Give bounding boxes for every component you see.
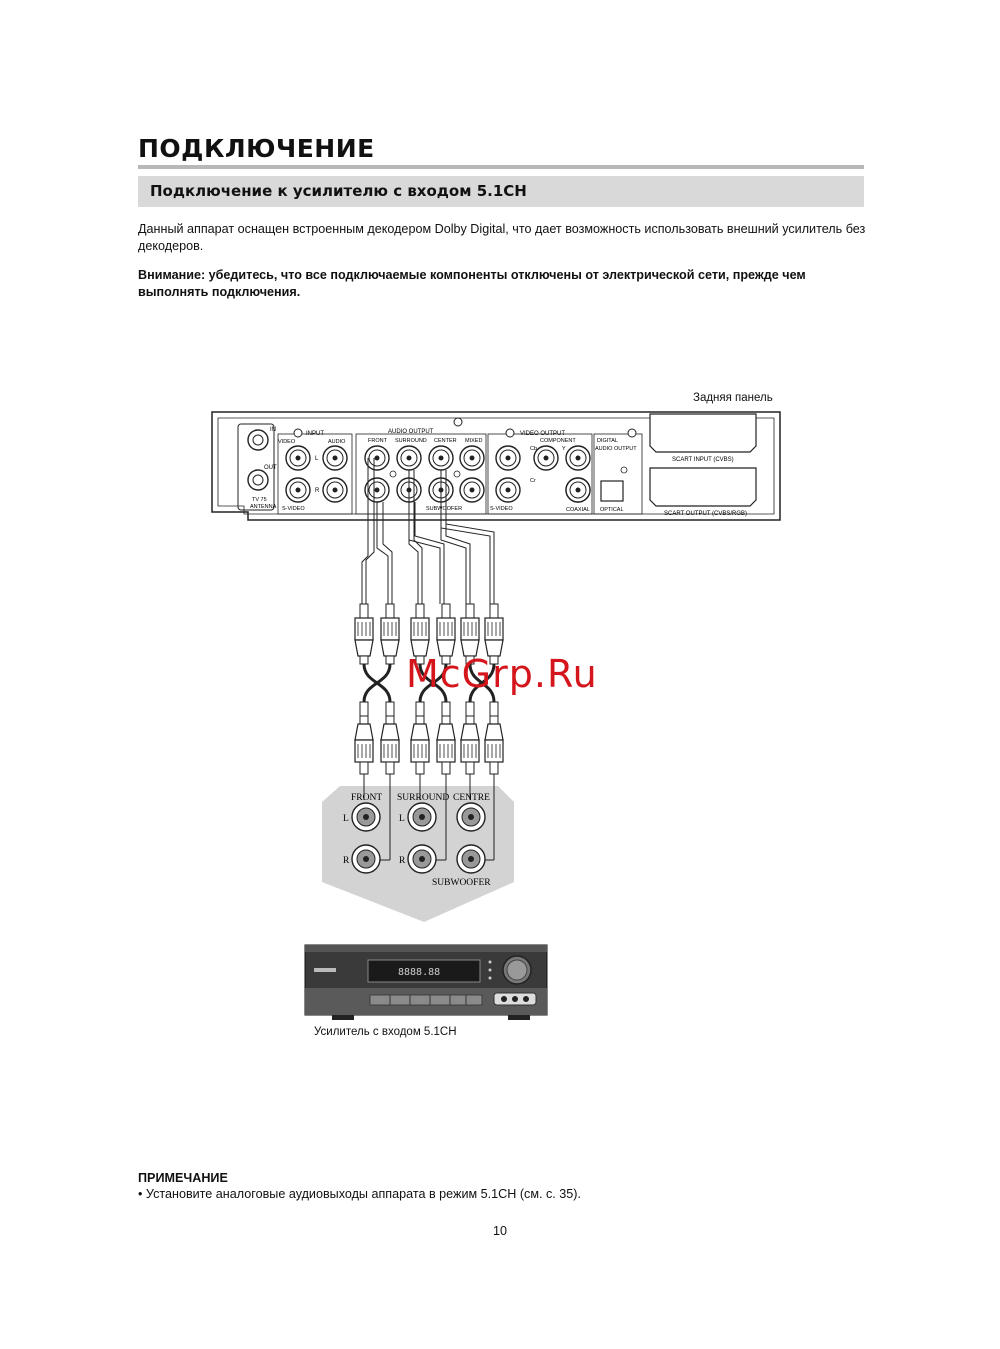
- label-scart-input: SCART INPUT (CVBS): [672, 457, 734, 463]
- amp-input-panel: [322, 774, 514, 922]
- amp-label-subwoofer: SUBWOOFER: [432, 878, 491, 888]
- note-heading: ПРИМЕЧАНИЕ: [138, 1171, 228, 1185]
- label-input-svideo: S-VIDEO: [282, 506, 305, 512]
- note-text: • Установите аналоговые аудиовыходы аппарата в режим 5.1CH (см. с. 35).: [138, 1187, 581, 1201]
- label-component: COMPONENT: [540, 438, 576, 444]
- amp-label-front-l: L: [343, 814, 349, 824]
- rear-panel: [212, 412, 780, 520]
- intro-paragraph: Данный аппарат оснащен встроенным декодером Dolby Digital, что дает возможность использовать внешний усилитель без декодеров.: [138, 222, 866, 253]
- page-number: 10: [492, 1224, 507, 1238]
- label-cb: Cb: [530, 446, 538, 452]
- label-optical: OPTICAL: [600, 507, 624, 513]
- label-input-l: L: [315, 456, 319, 462]
- label-input: INPUT: [306, 431, 324, 437]
- label-tv: TV 75: [252, 497, 267, 503]
- amplifier-illustration: [305, 945, 547, 1020]
- label-output-svideo: S-VIDEO: [490, 506, 513, 512]
- label-mixed: MIXED: [465, 438, 483, 444]
- label-center: CENTER: [434, 438, 457, 444]
- label-y: Y: [562, 446, 566, 452]
- amp-label-front: FRONT: [351, 793, 383, 803]
- page-title: ПОДКЛЮЧЕНИЕ: [138, 134, 375, 163]
- section-title: Подключение к усилителю с входом 5.1CH: [150, 182, 527, 200]
- amp-label-surround: SURROUND: [397, 793, 450, 803]
- label-in: IN: [270, 427, 276, 433]
- amp-label-centre: CENTRE: [453, 793, 490, 803]
- label-digital: DIGITAL: [597, 438, 618, 444]
- label-input-r: R: [315, 488, 320, 494]
- label-audio-output: AUDIO OUTPUT: [388, 429, 434, 435]
- warning-paragraph: Внимание: убедитесь, что все подключаемые компоненты отключены от электрической сети, прежде чем выполнять подключения.: [138, 268, 806, 299]
- label-subwoofer: SUBWOOFER: [426, 506, 463, 512]
- amplifier-caption: Усилитель с входом 5.1CH: [314, 1026, 457, 1038]
- label-out: OUT: [264, 465, 277, 471]
- label-coaxial: COAXIAL: [566, 507, 590, 513]
- label-antenna: ANTENNA: [250, 504, 277, 510]
- label-video: VIDEO: [278, 439, 296, 445]
- amp-label-front-r: R: [343, 856, 350, 866]
- amp-label-surround-r: R: [399, 856, 406, 866]
- amp-label-surround-l: L: [399, 814, 405, 824]
- label-cr: Cr: [530, 478, 536, 484]
- label-scart-output: SCART OUTPUT (CVBS/RGB): [664, 511, 748, 517]
- label-digital-audio-output: AUDIO OUTPUT: [595, 446, 637, 452]
- lower-plugs: [355, 702, 503, 774]
- label-front: FRONT: [368, 438, 387, 444]
- watermark: McGrp.Ru: [406, 652, 598, 696]
- rear-panel-caption: Задняя панель: [693, 392, 773, 404]
- amp-display-readout: 8888.88: [398, 967, 441, 978]
- label-audio: AUDIO: [328, 439, 346, 445]
- label-video-output: VIDEO OUTPUT: [520, 431, 566, 437]
- label-surround: SURROUND: [395, 438, 427, 444]
